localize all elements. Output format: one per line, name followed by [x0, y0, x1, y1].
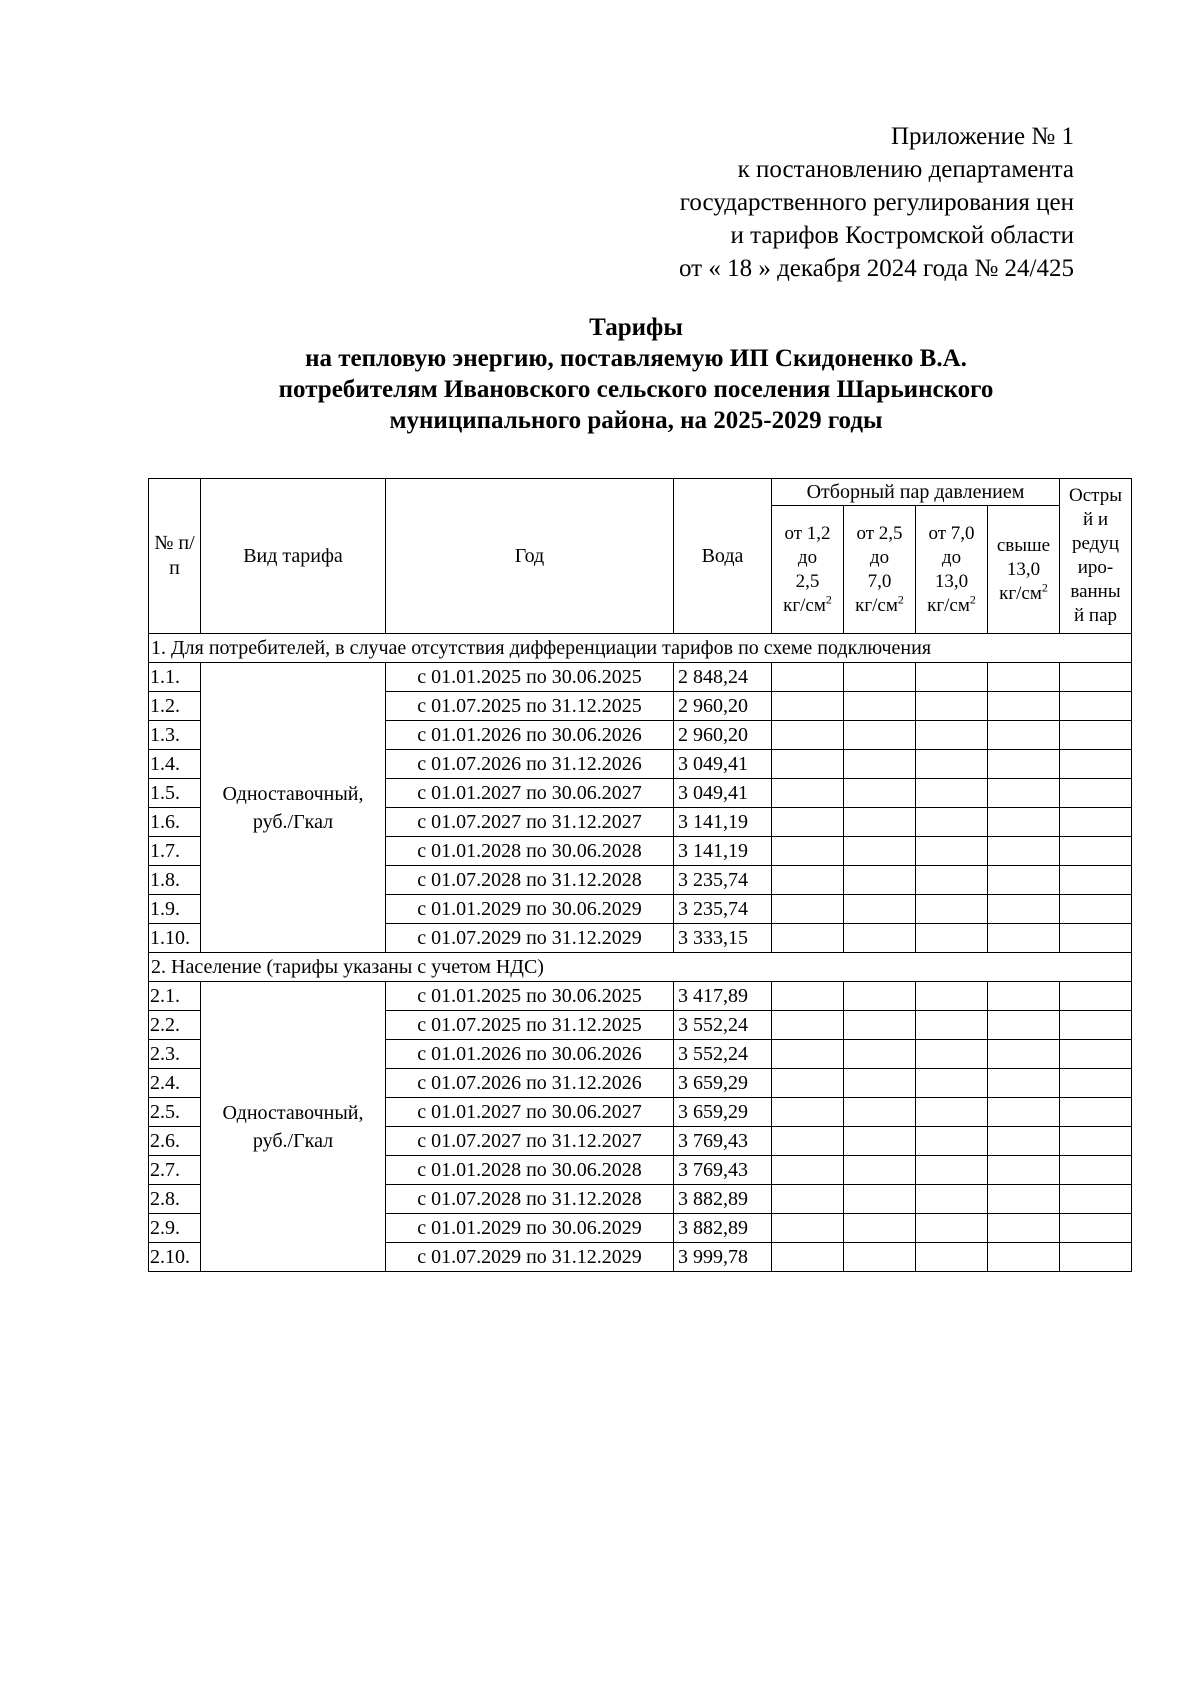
row-number: 2.10.	[149, 1243, 201, 1272]
period-cell: с 01.01.2027 по 30.06.2027	[386, 779, 674, 808]
row-number: 1.3.	[149, 721, 201, 750]
period-cell: с 01.01.2025 по 30.06.2025	[386, 982, 674, 1011]
empty-steam-cell	[844, 924, 916, 953]
empty-steam-cell	[772, 692, 844, 721]
steam-col-unit	[774, 594, 841, 618]
row-number: 2.8.	[149, 1185, 201, 1214]
header-steam-col	[916, 506, 988, 634]
empty-steam-cell	[916, 1127, 988, 1156]
title-line: Тарифы	[589, 314, 683, 341]
empty-steam-cell	[772, 895, 844, 924]
empty-steam-cell	[988, 1127, 1060, 1156]
period-cell: с 01.01.2029 по 30.06.2029	[386, 895, 674, 924]
water-tariff-cell: 3 769,43	[674, 1156, 772, 1185]
empty-steam-cell	[916, 866, 988, 895]
empty-steam-cell	[844, 779, 916, 808]
steam-col-line: от 1,2	[784, 522, 831, 544]
empty-steam-cell	[844, 1243, 916, 1272]
empty-steam-cell	[772, 721, 844, 750]
row-number: 1.5.	[149, 779, 201, 808]
empty-steam-cell	[988, 750, 1060, 779]
unit-exp: 2	[1041, 580, 1048, 595]
empty-steam-cell	[1060, 837, 1132, 866]
table-row	[149, 663, 1132, 692]
water-tariff-cell: 3 141,19	[674, 837, 772, 866]
empty-steam-cell	[772, 1185, 844, 1214]
tariff-table	[148, 478, 1132, 1272]
water-tariff-cell: 3 333,15	[674, 924, 772, 953]
empty-steam-cell	[988, 1098, 1060, 1127]
section-row	[149, 634, 1132, 663]
empty-steam-cell	[916, 808, 988, 837]
row-number: 1.1.	[149, 663, 201, 692]
water-tariff-cell: 2 960,20	[674, 721, 772, 750]
empty-steam-cell	[988, 1069, 1060, 1098]
steam-col-unit	[846, 594, 913, 618]
water-tariff-cell: 3 417,89	[674, 982, 772, 1011]
empty-steam-cell	[1060, 750, 1132, 779]
empty-steam-cell	[916, 1069, 988, 1098]
empty-steam-cell	[1060, 1214, 1132, 1243]
empty-steam-cell	[772, 982, 844, 1011]
header-sharp-line: ванны	[1070, 581, 1121, 602]
empty-steam-cell	[988, 895, 1060, 924]
empty-steam-cell	[772, 1156, 844, 1185]
period-cell: с 01.07.2026 по 31.12.2026	[386, 750, 674, 779]
water-tariff-cell: 3 552,24	[674, 1040, 772, 1069]
empty-steam-cell	[772, 750, 844, 779]
empty-steam-cell	[772, 808, 844, 837]
header-year: Год	[386, 479, 674, 634]
unit-text: кг/см	[783, 594, 826, 616]
water-tariff-cell: 3 882,89	[674, 1185, 772, 1214]
empty-steam-cell	[1060, 808, 1132, 837]
period-cell: с 01.01.2025 по 30.06.2025	[386, 663, 674, 692]
empty-steam-cell	[844, 1098, 916, 1127]
period-cell: с 01.07.2029 по 31.12.2029	[386, 1243, 674, 1272]
steam-col-line: от 2,5	[856, 522, 903, 544]
unit-exp: 2	[897, 592, 904, 607]
empty-steam-cell	[988, 1156, 1060, 1185]
empty-steam-cell	[1060, 1011, 1132, 1040]
empty-steam-cell	[844, 1127, 916, 1156]
row-number: 2.9.	[149, 1214, 201, 1243]
empty-steam-cell	[844, 721, 916, 750]
row-number: 1.10.	[149, 924, 201, 953]
tariff-kind-line: Одноставочный,	[222, 1101, 364, 1124]
empty-steam-cell	[844, 1040, 916, 1069]
empty-steam-cell	[772, 1069, 844, 1098]
title-line: муниципального района, на 2025-2029 годы	[389, 407, 883, 434]
row-number: 2.6.	[149, 1127, 201, 1156]
unit-text: кг/см	[927, 594, 970, 616]
row-number: 2.7.	[149, 1156, 201, 1185]
row-number: 2.1.	[149, 982, 201, 1011]
empty-steam-cell	[916, 1243, 988, 1272]
empty-steam-cell	[916, 692, 988, 721]
empty-steam-cell	[916, 924, 988, 953]
empty-steam-cell	[772, 663, 844, 692]
period-cell: с 01.01.2029 по 30.06.2029	[386, 1214, 674, 1243]
empty-steam-cell	[988, 837, 1060, 866]
empty-steam-cell	[988, 721, 1060, 750]
empty-steam-cell	[916, 982, 988, 1011]
empty-steam-cell	[844, 750, 916, 779]
water-tariff-cell: 3 769,43	[674, 1127, 772, 1156]
empty-steam-cell	[988, 924, 1060, 953]
empty-steam-cell	[988, 982, 1060, 1011]
header-steam-group: Отборный пар давлением	[772, 479, 1060, 506]
empty-steam-cell	[844, 1214, 916, 1243]
row-number: 1.9.	[149, 895, 201, 924]
header-sharp-line: й пар	[1073, 605, 1118, 626]
empty-steam-cell	[1060, 1040, 1132, 1069]
period-cell: с 01.01.2026 по 30.06.2026	[386, 721, 674, 750]
empty-steam-cell	[916, 663, 988, 692]
appendix-line: к постановлению департамента	[737, 156, 1074, 183]
steam-col-line: 7,0	[867, 570, 892, 592]
empty-steam-cell	[916, 837, 988, 866]
tariff-kind-line: руб./Гкал	[252, 810, 334, 833]
unit-text: кг/см	[855, 594, 898, 616]
period-cell: с 01.01.2028 по 30.06.2028	[386, 1156, 674, 1185]
period-cell: с 01.07.2027 по 31.12.2027	[386, 808, 674, 837]
empty-steam-cell	[988, 663, 1060, 692]
steam-col-line: до	[869, 546, 890, 568]
empty-steam-cell	[988, 1040, 1060, 1069]
empty-steam-cell	[772, 837, 844, 866]
header-water: Вода	[674, 479, 772, 634]
unit-text: кг/см	[999, 582, 1042, 604]
empty-steam-cell	[988, 808, 1060, 837]
empty-steam-cell	[1060, 1069, 1132, 1098]
empty-steam-cell	[844, 692, 916, 721]
steam-col-unit	[918, 594, 985, 618]
steam-col-line: свыше	[996, 534, 1051, 556]
empty-steam-cell	[916, 1040, 988, 1069]
period-cell: с 01.07.2025 по 31.12.2025	[386, 692, 674, 721]
water-tariff-cell: 3 049,41	[674, 750, 772, 779]
steam-col-line: до	[797, 546, 818, 568]
empty-steam-cell	[844, 1011, 916, 1040]
header-sharp-line: редуц	[1071, 533, 1120, 554]
empty-steam-cell	[1060, 866, 1132, 895]
water-tariff-cell: 3 235,74	[674, 895, 772, 924]
empty-steam-cell	[772, 1243, 844, 1272]
empty-steam-cell	[916, 1098, 988, 1127]
empty-steam-cell	[988, 779, 1060, 808]
empty-steam-cell	[916, 1185, 988, 1214]
row-number: 1.4.	[149, 750, 201, 779]
empty-steam-cell	[1060, 779, 1132, 808]
header-sharp-line: Остры	[1069, 485, 1122, 506]
tariff-kind	[201, 982, 386, 1272]
empty-steam-cell	[1060, 1098, 1132, 1127]
empty-steam-cell	[988, 1243, 1060, 1272]
appendix-line: от « 18 » декабря 2024 года № 24/425	[678, 255, 1074, 282]
empty-steam-cell	[1060, 1127, 1132, 1156]
steam-col-line: 2,5	[795, 570, 820, 592]
appendix-line: и тарифов Костромской области	[730, 222, 1074, 249]
empty-steam-cell	[916, 779, 988, 808]
empty-steam-cell	[916, 721, 988, 750]
empty-steam-cell	[772, 1011, 844, 1040]
steam-col-line: 13,0	[1006, 558, 1041, 580]
period-cell: с 01.07.2026 по 31.12.2026	[386, 1069, 674, 1098]
empty-steam-cell	[844, 1185, 916, 1214]
period-cell: с 01.07.2027 по 31.12.2027	[386, 1127, 674, 1156]
steam-col-line: до	[941, 546, 962, 568]
period-cell: с 01.01.2027 по 30.06.2027	[386, 1098, 674, 1127]
steam-col-line: от 7,0	[928, 522, 975, 544]
empty-steam-cell	[844, 1069, 916, 1098]
empty-steam-cell	[916, 1011, 988, 1040]
row-number: 1.7.	[149, 837, 201, 866]
water-tariff-cell: 3 999,78	[674, 1243, 772, 1272]
empty-steam-cell	[1060, 895, 1132, 924]
period-cell: с 01.07.2029 по 31.12.2029	[386, 924, 674, 953]
empty-steam-cell	[1060, 1156, 1132, 1185]
empty-steam-cell	[772, 924, 844, 953]
empty-steam-cell	[844, 663, 916, 692]
empty-steam-cell	[772, 1127, 844, 1156]
empty-steam-cell	[1060, 692, 1132, 721]
section-title: 2. Население (тарифы указаны с учетом НДС)	[149, 953, 1132, 982]
empty-steam-cell	[772, 1214, 844, 1243]
header-steam-col	[772, 506, 844, 634]
steam-col-unit	[990, 582, 1057, 606]
appendix-block	[679, 120, 1074, 285]
empty-steam-cell	[1060, 982, 1132, 1011]
water-tariff-cell: 3 049,41	[674, 779, 772, 808]
row-number: 2.3.	[149, 1040, 201, 1069]
period-cell: с 01.01.2028 по 30.06.2028	[386, 837, 674, 866]
appendix-line: государственного регулирования цен	[679, 189, 1074, 216]
unit-exp: 2	[969, 592, 976, 607]
empty-steam-cell	[916, 1214, 988, 1243]
water-tariff-cell: 3 141,19	[674, 808, 772, 837]
header-kind: Вид тарифа	[201, 479, 386, 634]
tariff-kind-line: Одноставочный,	[222, 782, 364, 805]
empty-steam-cell	[1060, 721, 1132, 750]
empty-steam-cell	[844, 837, 916, 866]
tariff-kind-line: руб./Гкал	[252, 1129, 334, 1152]
empty-steam-cell	[988, 1214, 1060, 1243]
period-cell: с 01.07.2028 по 31.12.2028	[386, 1185, 674, 1214]
water-tariff-cell: 3 659,29	[674, 1098, 772, 1127]
empty-steam-cell	[988, 1011, 1060, 1040]
header-steam-col	[844, 506, 916, 634]
empty-steam-cell	[916, 1156, 988, 1185]
empty-steam-cell	[844, 982, 916, 1011]
empty-steam-cell	[844, 1156, 916, 1185]
period-cell: с 01.07.2028 по 31.12.2028	[386, 866, 674, 895]
empty-steam-cell	[844, 808, 916, 837]
water-tariff-cell: 3 882,89	[674, 1214, 772, 1243]
empty-steam-cell	[772, 1040, 844, 1069]
empty-steam-cell	[916, 895, 988, 924]
period-cell: с 01.01.2026 по 30.06.2026	[386, 1040, 674, 1069]
empty-steam-cell	[844, 866, 916, 895]
empty-steam-cell	[916, 750, 988, 779]
row-number: 2.4.	[149, 1069, 201, 1098]
title-line: на тепловую энергию, поставляемую ИП Скидоненко В.А.	[305, 345, 967, 372]
header-num: № п/п	[149, 479, 201, 634]
header-steam-col	[988, 506, 1060, 634]
unit-exp: 2	[825, 592, 832, 607]
water-tariff-cell: 3 659,29	[674, 1069, 772, 1098]
tariff-kind	[201, 663, 386, 953]
document-title	[145, 312, 1127, 436]
header-sharp-line: й и	[1082, 509, 1109, 530]
row-number: 2.2.	[149, 1011, 201, 1040]
empty-steam-cell	[772, 779, 844, 808]
empty-steam-cell	[988, 1185, 1060, 1214]
title-line: потребителям Ивановского сельского поселения Шарьинского	[278, 376, 994, 403]
water-tariff-cell: 3 552,24	[674, 1011, 772, 1040]
section-title: 1. Для потребителей, в случае отсутствия дифференциации тарифов по схеме подключения	[149, 634, 1132, 663]
period-cell: с 01.07.2025 по 31.12.2025	[386, 1011, 674, 1040]
row-number: 1.2.	[149, 692, 201, 721]
empty-steam-cell	[1060, 1185, 1132, 1214]
row-number: 1.6.	[149, 808, 201, 837]
water-tariff-cell: 2 848,24	[674, 663, 772, 692]
water-tariff-cell: 3 235,74	[674, 866, 772, 895]
header-sharp-line: иро-	[1077, 557, 1114, 578]
empty-steam-cell	[1060, 924, 1132, 953]
row-number: 2.5.	[149, 1098, 201, 1127]
row-number: 1.8.	[149, 866, 201, 895]
empty-steam-cell	[844, 895, 916, 924]
empty-steam-cell	[988, 692, 1060, 721]
empty-steam-cell	[1060, 663, 1132, 692]
empty-steam-cell	[772, 1098, 844, 1127]
header-sharp-steam	[1060, 479, 1132, 634]
empty-steam-cell	[988, 866, 1060, 895]
steam-col-line: 13,0	[934, 570, 969, 592]
empty-steam-cell	[1060, 1243, 1132, 1272]
empty-steam-cell	[772, 866, 844, 895]
water-tariff-cell: 2 960,20	[674, 692, 772, 721]
table-row	[149, 982, 1132, 1011]
section-row	[149, 953, 1132, 982]
appendix-line: Приложение № 1	[890, 123, 1074, 150]
